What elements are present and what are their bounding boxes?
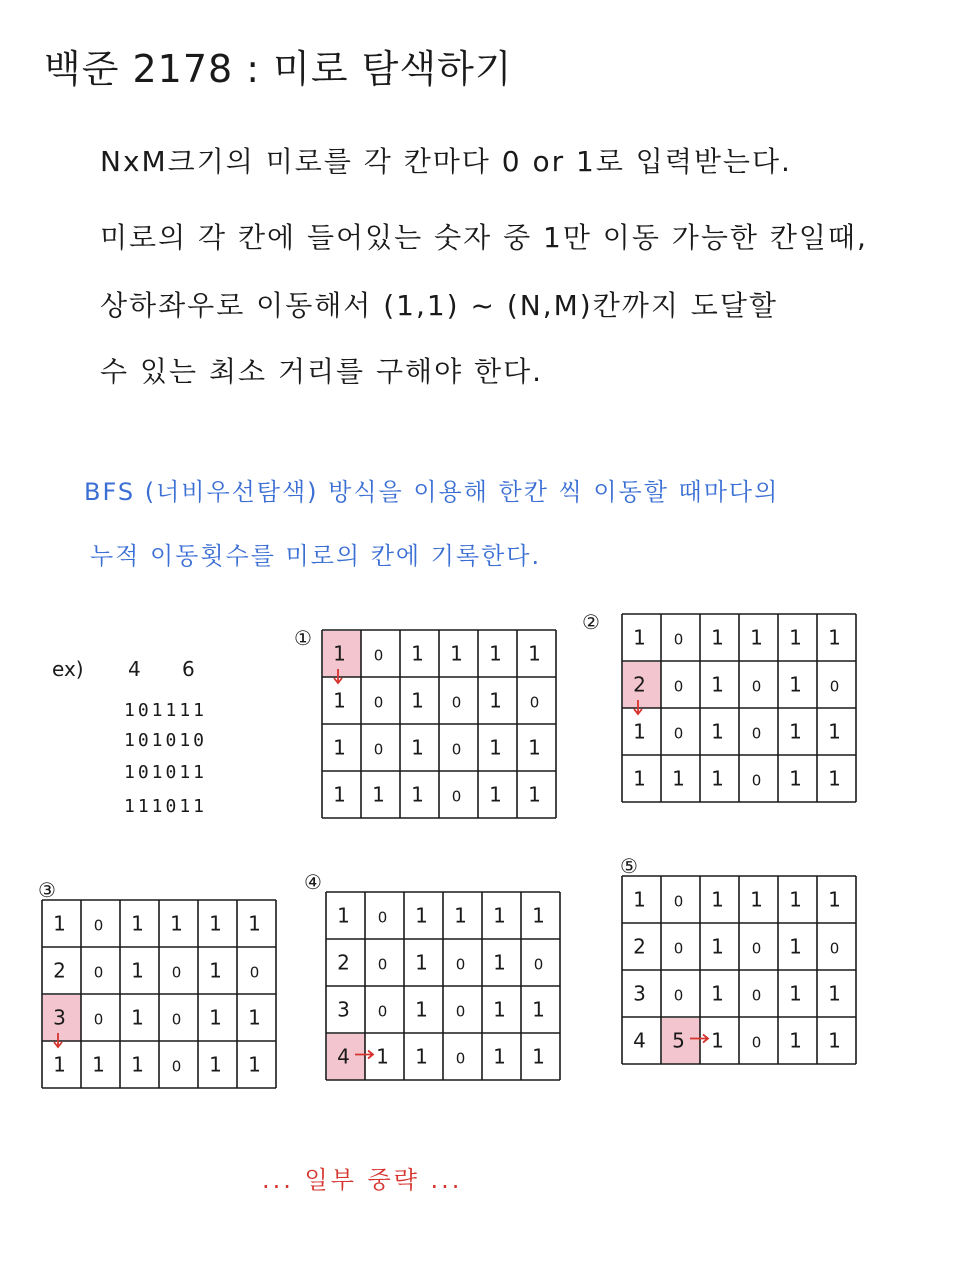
maze-cell-value: 3	[53, 1005, 66, 1030]
maze-cell-value: 0	[673, 986, 684, 1005]
maze-cell-value: 1	[633, 887, 646, 912]
description-line-1: NxM크기의 미로를 각 칸마다 0 or 1로 입력받는다.	[100, 145, 792, 178]
maze-cell-value: 1	[528, 735, 541, 760]
example-row: 101111	[124, 700, 208, 721]
page-title: 백준 2178 : 미로 탐색하기	[44, 47, 513, 91]
maze-grid-step-3	[42, 900, 284, 1100]
maze-cell-value: 0	[673, 724, 684, 743]
maze-cell-value: 1	[711, 887, 724, 912]
maze-cell-value: 1	[209, 911, 222, 936]
maze-cell-value: 1	[532, 997, 545, 1022]
maze-cell-value: 0	[451, 693, 462, 712]
maze-cell-value: 0	[373, 693, 384, 712]
maze-cell-value: 0	[673, 630, 684, 649]
maze-cell-value: 1	[711, 672, 724, 697]
maze-cell-value: 1	[415, 903, 428, 928]
maze-cell-value: 0	[373, 646, 384, 665]
maze-cell-value: 2	[633, 934, 646, 959]
maze-grid-step-5	[622, 876, 864, 1076]
maze-grid-svg	[622, 876, 864, 1072]
maze-cell-value: 0	[373, 740, 384, 759]
maze-cell-value: 1	[493, 1044, 506, 1069]
maze-cell-value: 1	[828, 887, 841, 912]
example-m: 6	[182, 657, 195, 681]
example-n: 4	[128, 657, 141, 681]
maze-cell-value: 1	[209, 1052, 222, 1077]
maze-cell-value: 0	[751, 724, 762, 743]
maze-cell-value: 0	[455, 1002, 466, 1021]
maze-cell-value: 1	[711, 625, 724, 650]
maze-cell-value: 0	[377, 908, 388, 927]
maze-cell-value: 2	[633, 672, 646, 697]
maze-cell-value: 0	[529, 693, 540, 712]
maze-cell-value: 1	[633, 625, 646, 650]
maze-cell-value: 1	[493, 997, 506, 1022]
maze-cell-value: 0	[455, 1049, 466, 1068]
maze-cell-value: 1	[789, 625, 802, 650]
maze-cell-value: 0	[451, 787, 462, 806]
maze-cell-value: 1	[711, 934, 724, 959]
maze-cell-value: 0	[93, 916, 104, 935]
maze-cell-value: 5	[672, 1028, 685, 1053]
maze-cell-value: 0	[451, 740, 462, 759]
maze-cell-value: 0	[171, 1057, 182, 1076]
maze-cell-value: 1	[750, 625, 763, 650]
maze-cell-value: 1	[789, 934, 802, 959]
maze-cell-value: 1	[672, 766, 685, 791]
maze-cell-value: 1	[450, 641, 463, 666]
step-2-label: ②	[582, 610, 600, 634]
maze-cell-value: 0	[171, 1010, 182, 1029]
maze-cell-value: 4	[633, 1028, 646, 1053]
maze-grid-svg	[42, 900, 284, 1096]
maze-cell-value: 1	[711, 1028, 724, 1053]
description-line-2: 미로의 각 칸에 들어있는 숫자 중 1만 이동 가능한 칸일때,	[100, 221, 868, 254]
maze-cell-value: 0	[751, 1033, 762, 1052]
step-1-label: ①	[294, 626, 312, 650]
maze-cell-value: 1	[633, 719, 646, 744]
maze-cell-value: 1	[493, 950, 506, 975]
maze-cell-value: 2	[53, 958, 66, 983]
maze-cell-value: 1	[489, 641, 502, 666]
maze-cell-value: 0	[673, 892, 684, 911]
maze-cell-value: 0	[673, 939, 684, 958]
maze-cell-value: 1	[248, 911, 261, 936]
maze-cell-value: 1	[248, 1052, 261, 1077]
maze-cell-value: 1	[528, 641, 541, 666]
maze-cell-value: 1	[711, 981, 724, 1006]
example-row: 101010	[124, 730, 208, 751]
maze-cell-value: 1	[337, 903, 350, 928]
maze-grid-step-2	[622, 614, 864, 814]
maze-cell-value: 0	[673, 677, 684, 696]
maze-cell-value: 1	[53, 1052, 66, 1077]
maze-cell-value: 1	[493, 903, 506, 928]
maze-cell-value: 0	[829, 939, 840, 958]
maze-cell-value: 0	[249, 963, 260, 982]
maze-cell-value: 1	[411, 782, 424, 807]
maze-cell-value: 1	[789, 887, 802, 912]
example-row: 101011	[124, 762, 208, 783]
maze-cell-value: 1	[411, 735, 424, 760]
method-line-1: BFS (너비우선탐색) 방식을 이용해 한칸 씩 이동할 때마다의	[84, 478, 780, 506]
maze-cell-value: 1	[711, 719, 724, 744]
maze-cell-value: 1	[131, 958, 144, 983]
maze-cell-value: 1	[53, 911, 66, 936]
maze-cell-value: 1	[532, 1044, 545, 1069]
maze-grid-svg	[322, 630, 564, 826]
maze-cell-value: 1	[376, 1044, 389, 1069]
maze-cell-value: 1	[828, 981, 841, 1006]
maze-cell-value: 0	[751, 677, 762, 696]
maze-cell-value: 1	[92, 1052, 105, 1077]
step-5-label: ⑤	[620, 854, 638, 878]
example-label: ex)	[52, 657, 84, 681]
step-3-label: ③	[38, 878, 56, 902]
maze-cell-value: 1	[411, 641, 424, 666]
maze-cell-value: 0	[751, 771, 762, 790]
maze-cell-value: 0	[377, 955, 388, 974]
maze-cell-value: 1	[789, 672, 802, 697]
maze-grid-svg	[622, 614, 864, 810]
maze-cell-value: 1	[333, 735, 346, 760]
maze-cell-value: 1	[828, 766, 841, 791]
maze-cell-value: 1	[131, 1052, 144, 1077]
maze-cell-value: 1	[454, 903, 467, 928]
maze-cell-value: 1	[789, 766, 802, 791]
maze-cell-value: 0	[751, 986, 762, 1005]
maze-cell-value: 0	[455, 955, 466, 974]
example-row: 111011	[124, 796, 208, 817]
maze-cell-value: 1	[489, 735, 502, 760]
maze-cell-value: 1	[633, 766, 646, 791]
maze-grid-step-4	[326, 892, 568, 1092]
maze-cell-value: 1	[131, 911, 144, 936]
maze-cell-value: 1	[209, 1005, 222, 1030]
maze-cell-value: 1	[415, 950, 428, 975]
maze-cell-value: 1	[532, 903, 545, 928]
maze-cell-value: 1	[828, 1028, 841, 1053]
maze-cell-value: 0	[93, 1010, 104, 1029]
maze-cell-value: 1	[333, 688, 346, 713]
maze-cell-value: 0	[377, 1002, 388, 1021]
maze-cell-value: 1	[789, 719, 802, 744]
maze-cell-value: 0	[751, 939, 762, 958]
maze-cell-value: 1	[415, 1044, 428, 1069]
maze-cell-value: 4	[337, 1044, 350, 1069]
maze-cell-value: 3	[337, 997, 350, 1022]
maze-grid-svg	[326, 892, 568, 1088]
maze-cell-value: 1	[828, 719, 841, 744]
method-line-2: 누적 이동횟수를 미로의 칸에 기록한다.	[90, 542, 542, 570]
maze-cell-value: 3	[633, 981, 646, 1006]
maze-cell-value: 0	[533, 955, 544, 974]
maze-cell-value: 1	[789, 981, 802, 1006]
maze-cell-value: 1	[209, 958, 222, 983]
maze-cell-value: 1	[489, 782, 502, 807]
omitted-note: ... 일부 중략 ...	[262, 1166, 463, 1194]
maze-cell-value: 1	[415, 997, 428, 1022]
maze-grid-step-1	[322, 630, 564, 830]
maze-cell-value: 1	[131, 1005, 144, 1030]
maze-cell-value: 0	[93, 963, 104, 982]
maze-cell-value: 1	[170, 911, 183, 936]
maze-cell-value: 1	[711, 766, 724, 791]
maze-cell-value: 1	[528, 782, 541, 807]
maze-cell-value: 1	[372, 782, 385, 807]
maze-cell-value: 1	[789, 1028, 802, 1053]
maze-cell-value: 1	[828, 625, 841, 650]
maze-cell-value: 0	[171, 963, 182, 982]
maze-cell-value: 0	[829, 677, 840, 696]
maze-cell-value: 1	[750, 887, 763, 912]
maze-cell-value: 2	[337, 950, 350, 975]
maze-cell-value: 1	[333, 641, 346, 666]
step-4-label: ④	[304, 870, 322, 894]
maze-cell-value: 1	[248, 1005, 261, 1030]
description-line-3: 상하좌우로 이동해서 (1,1) ~ (N,M)칸까지 도달할	[100, 289, 778, 322]
maze-cell-value: 1	[333, 782, 346, 807]
description-line-4: 수 있는 최소 거리를 구해야 한다.	[100, 355, 544, 388]
maze-cell-value: 1	[489, 688, 502, 713]
maze-cell-value: 1	[411, 688, 424, 713]
